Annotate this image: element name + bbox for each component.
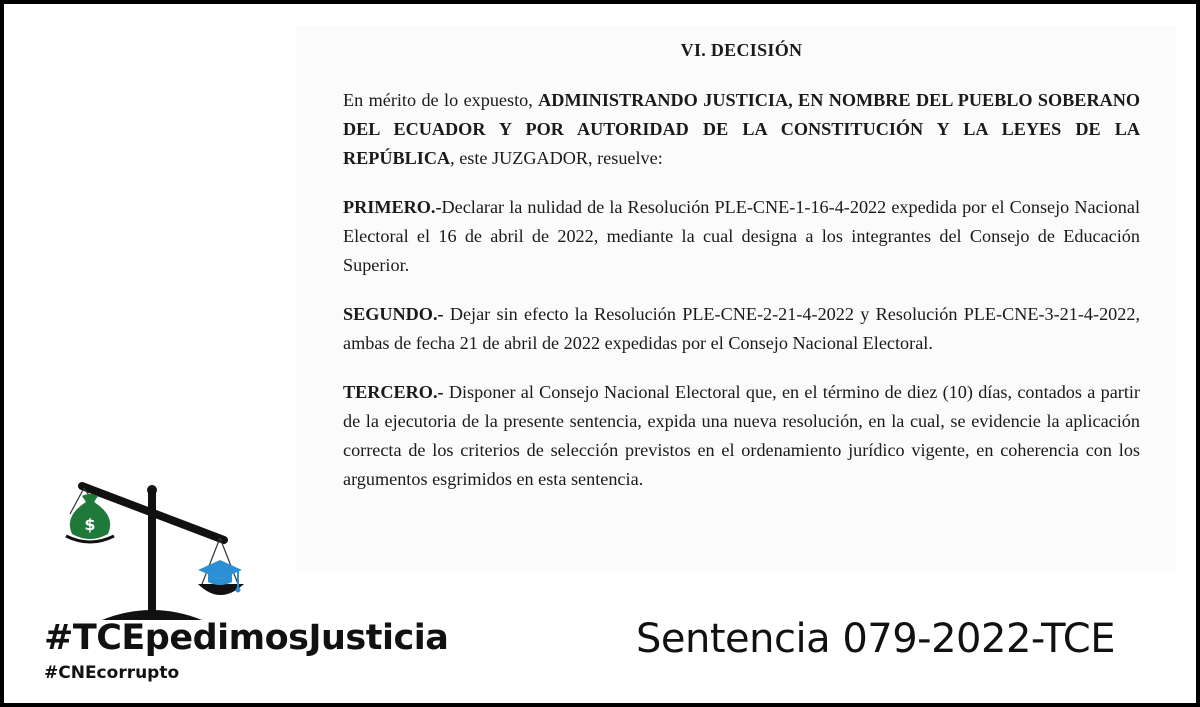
tilted-scale-icon <box>52 472 252 622</box>
tercero-label: TERCERO.- <box>343 382 444 402</box>
sentencia-title: Sentencia 079-2022-TCE <box>636 616 1115 662</box>
segundo-paragraph <box>343 300 1140 358</box>
segundo-text: Dejar sin efecto la Resolución PLE-CNE-2-21-4-2022 y Resolución PLE-CNE-3-21-4-2022, ambas de fecha 21 de abril de 2022 expedidas por el Consejo Nacional Electoral. <box>343 304 1140 353</box>
decision-heading: VI. DECISIÓN <box>680 40 803 60</box>
hashtag-cnecorrupto: #CNEcorrupto <box>44 663 180 683</box>
decision-document <box>343 36 1140 514</box>
svg-text:$: $ <box>84 515 96 534</box>
money-bag-icon <box>70 494 110 539</box>
primero-label: PRIMERO.- <box>343 197 442 217</box>
intro-paragraph: En mérito de lo expuesto, ADMINISTRANDO JUSTICIA, EN NOMBRE DEL PUEBLO SOBERANO DEL ECUADOR Y POR AUTORIDAD DE LA CONSTITUCIÓN Y LA LEYES DE LA REPÚBLICA, este JUZGADOR, resuelve: <box>343 90 1140 168</box>
hashtag-tcepedimosjusticia: #TCEpedimosJusticia <box>44 618 449 658</box>
tercero-paragraph <box>343 378 1140 494</box>
segundo-label: SEGUNDO.- <box>343 304 444 324</box>
intro-bold-text: ADMINISTRANDO JUSTICIA, EN NOMBRE DEL PUEBLO SOBERANO DEL ECUADOR Y POR AUTORIDAD DE LA CONSTITUCIÓN Y LA LEYES DE LA REPÚBLICA <box>343 90 1140 168</box>
primero-text: Declarar la nulidad de la Resolución PLE-CNE-1-16-4-2022 expedida por el Consejo Nacional Electoral el 16 de abril de 2022, mediante la cual designa a los integrantes del Consejo de Educación Superior. <box>343 197 1140 275</box>
primero-paragraph <box>343 193 1140 280</box>
tercero-text: Disponer al Consejo Nacional Electoral que, en el término de diez (10) días, contados a partir de la ejecutoria de la presente sentencia, expida una nueva resolución, en la cual, se evidencie la aplicación correcta de los criterios de selección previstos en el ordenamiento jurídico vigente, en coherencia con los argumentos esgrimidos en esta sentencia. <box>343 382 1140 489</box>
